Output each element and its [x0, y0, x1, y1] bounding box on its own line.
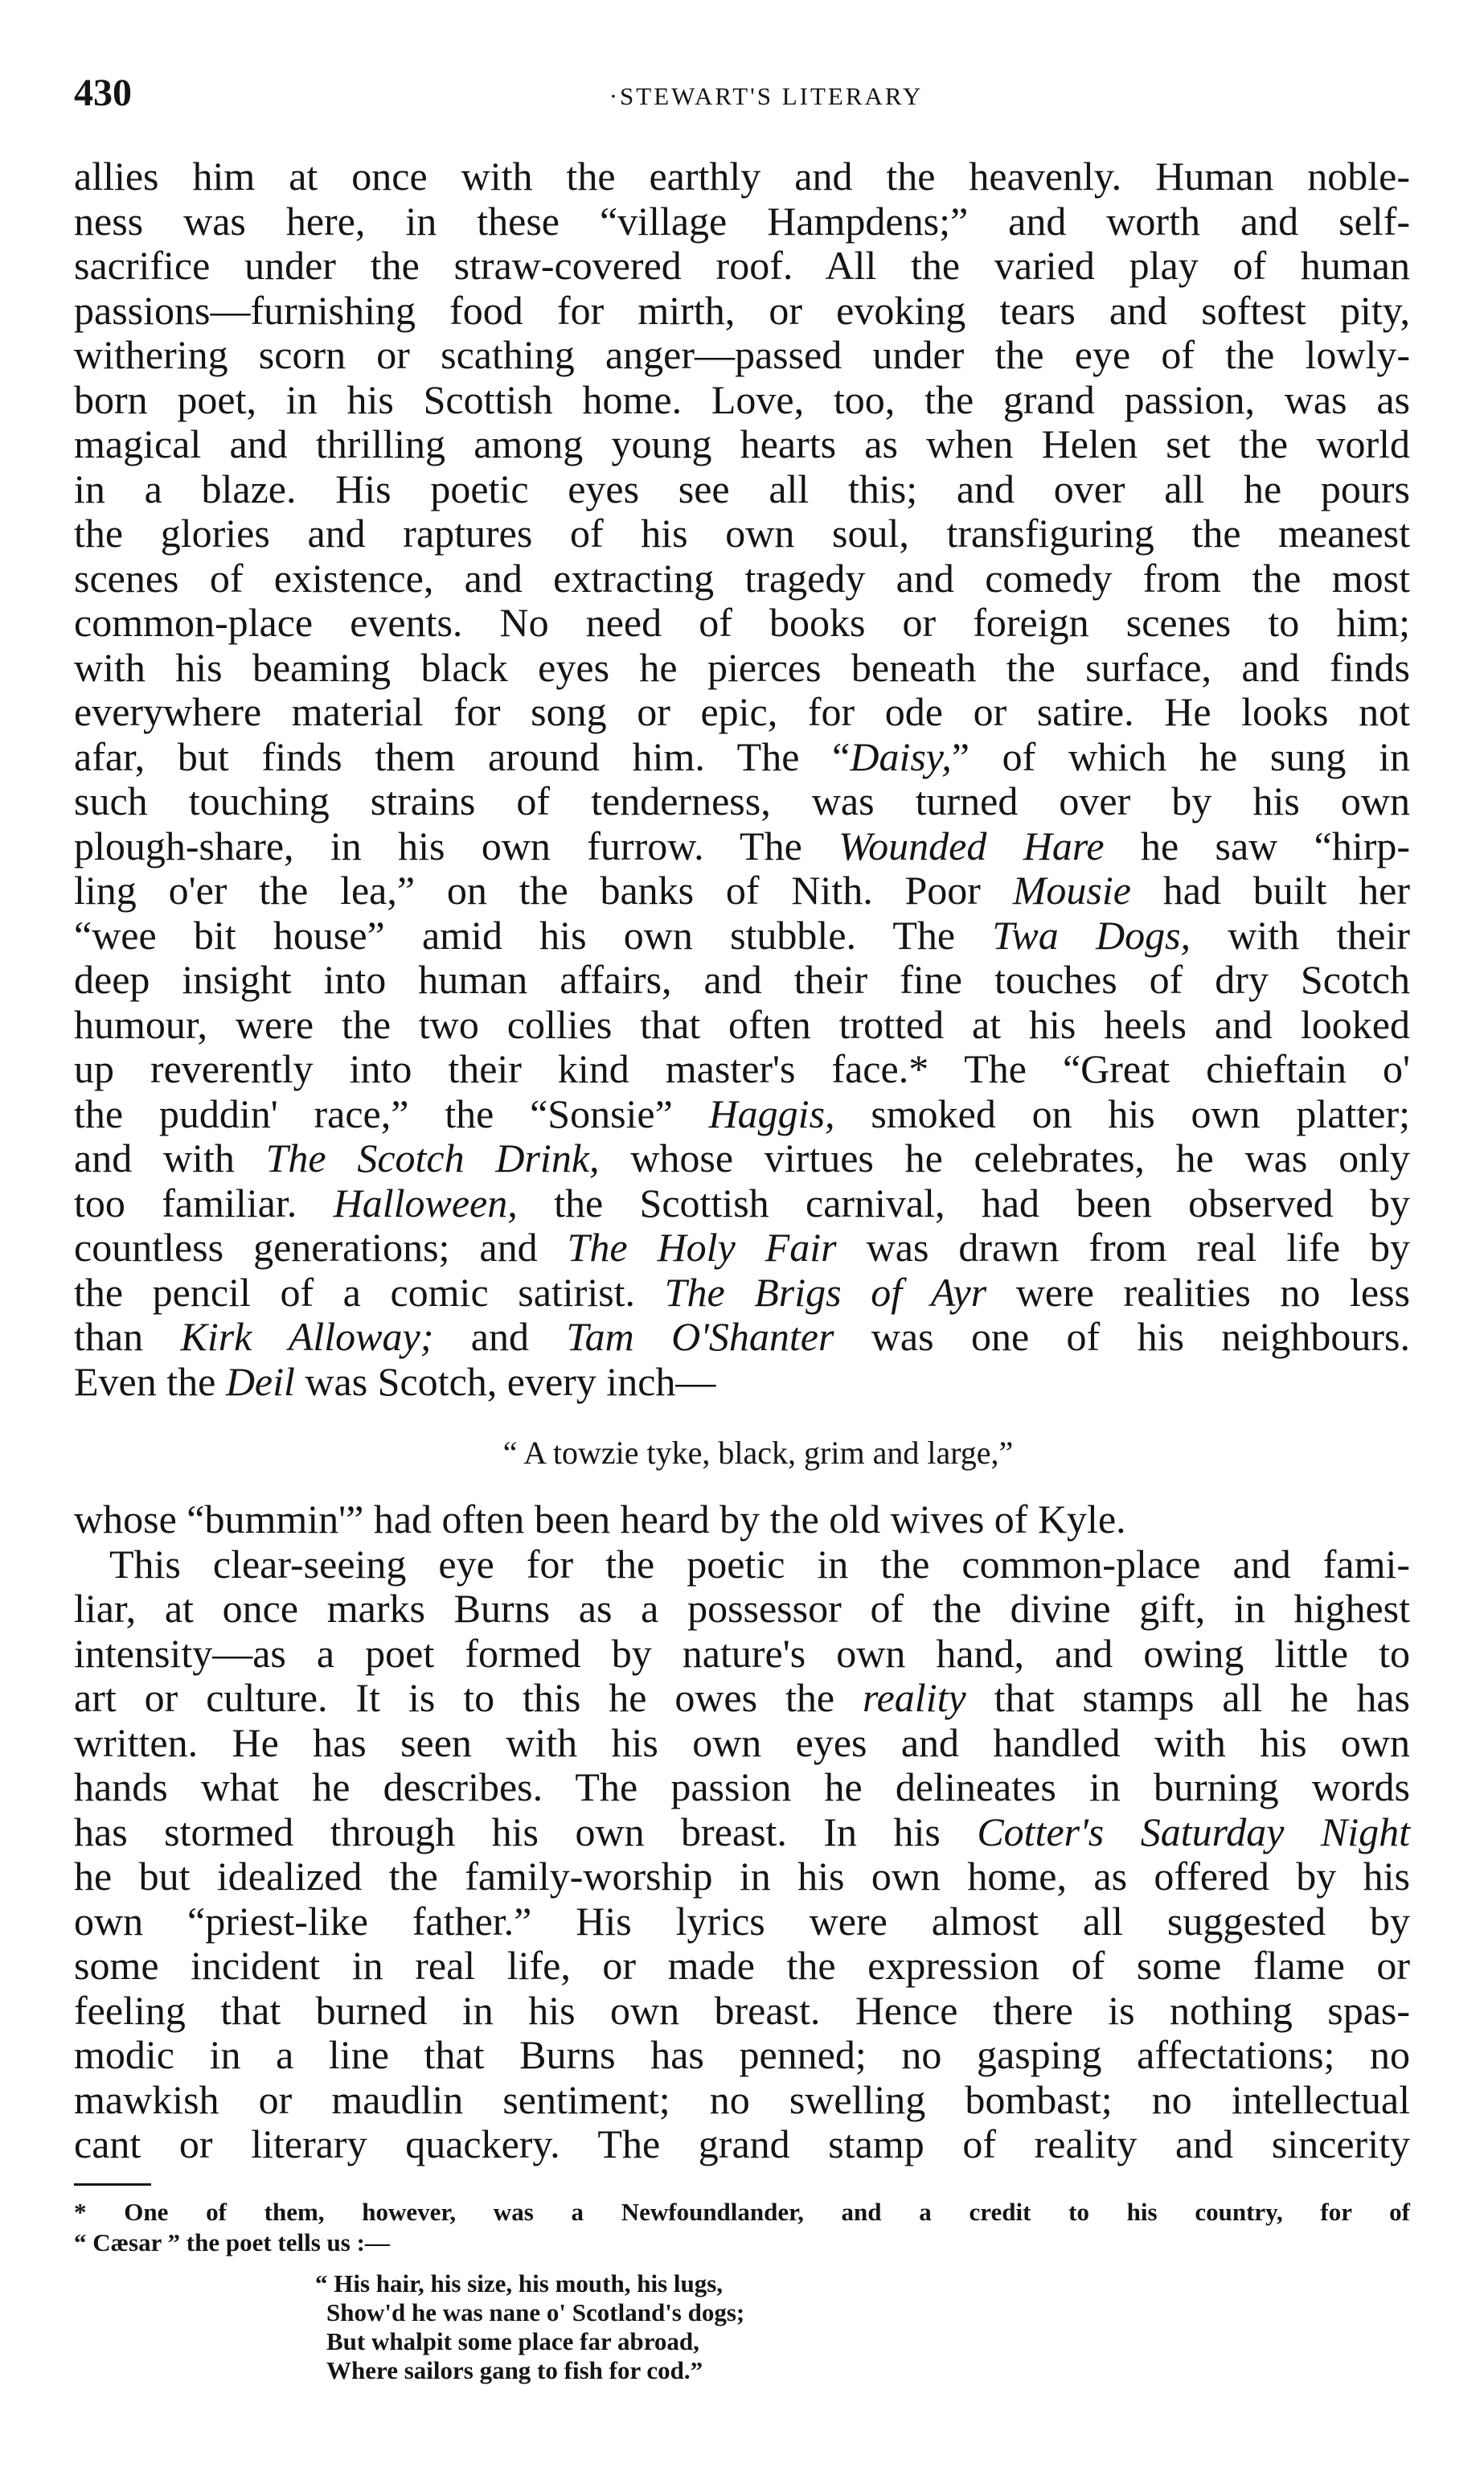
text-line: whose “bummin'” had often been heard by the old wives of Kyle.	[74, 1497, 1126, 1542]
text-line	[74, 1315, 1410, 1360]
page-number: 430	[74, 72, 132, 114]
text-run: ” of which he sung in	[951, 733, 1410, 779]
verse-line: Where sailors gang to fish for cod.”	[326, 2355, 703, 2384]
poem-title-scotch-drink: The Scotch Drink,	[265, 1135, 600, 1181]
poem-title-kirk-alloway: Kirk Alloway;	[180, 1314, 434, 1359]
text-line: everywhere material for song or epic, for ode or satire. He looks not	[74, 689, 1410, 734]
text-run: and with	[74, 1135, 266, 1181]
text-line: such touching strains of tenderness, was turned over by his own	[74, 778, 1410, 823]
text-line: This clear-seeing eye for the poetic in the common-place and fami-	[109, 1541, 1410, 1587]
text-line: the glories and raptures of his own soul, transfiguring the meanest	[74, 511, 1410, 556]
text-line: intensity—as a poet formed by nature's own hand, and owing little to	[74, 1630, 1410, 1676]
text-run: art or culture. It is to this he owes the	[74, 1675, 863, 1720]
verse-line: “ His hair, his size, his mouth, his lugs,	[315, 2269, 724, 2297]
poem-title-tam-oshanter: Tam O'Shanter	[566, 1314, 834, 1359]
text-run: the puddin' race,” the “Sonsie”	[74, 1090, 709, 1136]
footnote	[74, 2197, 1410, 2258]
text-line	[74, 1810, 1410, 1855]
text-run: and	[433, 1314, 567, 1359]
poem-title-cotters-saturday-night: Cotter's Saturday Night	[977, 1809, 1410, 1854]
text-run: was one of his neighbours.	[834, 1314, 1410, 1359]
text-line: humour, were the two collies that often trotted at his heels and looked	[74, 1001, 1410, 1047]
paragraph-1-continued	[74, 1497, 1410, 1542]
text-run: the pencil of a comic satirist.	[74, 1269, 665, 1315]
text-line: withering scorn or scathing anger—passed under the eye of the lowly-	[74, 332, 1410, 377]
footnote-verse	[315, 2269, 1410, 2385]
text-run: plough-share, in his own furrow. The	[74, 823, 839, 868]
running-head: ·STEWART'S LITERARY	[609, 82, 924, 110]
text-line	[74, 1360, 1410, 1405]
text-run: were realities no less	[986, 1269, 1410, 1315]
text-line: up reverently into their kind master's face.* The “Great chieftain o'	[74, 1046, 1410, 1091]
text-line	[74, 868, 1410, 914]
text-run: than	[74, 1314, 181, 1359]
poem-title-halloween: Halloween,	[333, 1180, 518, 1226]
poem-title-daisy: Daisy,	[850, 733, 952, 779]
text-line: passions—furnishing food for mirth, or evoking tears and softest pity,	[74, 287, 1410, 333]
poem-title-holy-fair: The Holy Fair	[567, 1225, 837, 1270]
poem-title-twa-dogs: Twa Dogs,	[992, 912, 1191, 958]
emphasis-reality: reality	[863, 1675, 966, 1720]
text-line	[74, 735, 1410, 780]
paragraph-2	[74, 1542, 1410, 2167]
paragraph-1	[74, 154, 1410, 1404]
book-page	[74, 71, 1410, 2385]
poem-title-mousie: Mousie	[1012, 868, 1131, 913]
text-line: born poet, in his Scottish home. Love, too, the grand passion, was as	[74, 376, 1410, 422]
text-line: magical and thrilling among young hearts as when Helen set the world	[74, 421, 1410, 466]
text-run: had built her	[1130, 868, 1410, 913]
text-run: he saw “hirp-	[1104, 823, 1411, 868]
footnote-rule	[74, 2183, 151, 2186]
poem-title-deil: Deil	[225, 1358, 295, 1404]
text-run: with their	[1191, 912, 1410, 958]
text-line: common-place events. No need of books or foreign scenes to him;	[74, 600, 1410, 645]
text-line	[74, 1271, 1410, 1316]
text-run: Even the	[74, 1358, 226, 1404]
poem-title-wounded-hare: Wounded Hare	[838, 823, 1105, 868]
text-line: sacrifice under the straw-covered roof. All the varied play of human	[74, 243, 1410, 288]
text-line: hands what he describes. The passion he delineates in burning words	[74, 1764, 1410, 1809]
text-line: mawkish or maudlin sentiment; no swelling bombast; no intellectual	[74, 2076, 1410, 2122]
block-quote: “ A towzie tyke, black, grim and large,”	[502, 1435, 1014, 1471]
text-line: scenes of existence, and extracting tragedy and comedy from the most	[74, 555, 1410, 601]
poem-title-brigs-of-ayr: The Brigs of Ayr	[664, 1269, 987, 1315]
text-run: that stamps all he has	[965, 1675, 1410, 1720]
text-run: “wee bit house” amid his own stubble. The	[74, 912, 993, 958]
text-run: ling o'er the lea,” on the banks of Nith. Poor	[74, 868, 1013, 913]
text-line: deep insight into human affairs, and their fine touches of dry Scotch	[74, 957, 1410, 1002]
verse-line: Show'd he was nane o' Scotland's dogs;	[326, 2297, 745, 2326]
text-line	[74, 914, 1410, 959]
text-line: some incident in real life, or made the expression of some flame or	[74, 1943, 1410, 1988]
text-line: feeling that burned in his own breast. Hence there is nothing spas-	[74, 1987, 1410, 2033]
text-run: the Scottish carnival, had been observed by	[517, 1180, 1410, 1226]
text-run: whose virtues he celebrates, he was only	[599, 1135, 1411, 1181]
text-run: has stormed through his own breast. In his	[74, 1809, 978, 1854]
text-line: modic in a line that Burns has penned; no gasping affectations; no	[74, 2032, 1410, 2077]
text-line	[74, 824, 1410, 869]
page-header	[74, 71, 1410, 122]
text-line	[74, 1092, 1410, 1137]
text-run: afar, but finds them around him. The “	[74, 733, 851, 779]
text-run: too familiar.	[74, 1180, 334, 1226]
text-line: he but idealized the family-worship in his own home, as offered by his	[74, 1854, 1410, 1899]
footnote-line: “ Cæsar ” the poet tells us :—	[74, 2228, 390, 2256]
text-line: own “priest-like father.” His lyrics were almost all suggested by	[74, 1898, 1410, 1944]
text-run: countless generations; and	[74, 1225, 568, 1270]
text-line: written. He has seen with his own eyes and handled with his own	[74, 1719, 1410, 1765]
text-run: smoked on his own platter;	[834, 1090, 1410, 1136]
verse-line: But whalpit some place far abroad,	[326, 2326, 699, 2355]
text-line: in a blaze. His poetic eyes see all this; and over all he pours	[74, 466, 1410, 511]
text-line	[74, 1181, 1410, 1226]
text-run: was drawn from real life by	[836, 1225, 1411, 1270]
text-line	[74, 1676, 1410, 1721]
text-line: with his beaming black eyes he pierces beneath the surface, and finds	[74, 644, 1410, 690]
text-line	[74, 1136, 1410, 1181]
text-line: liar, at once marks Burns as a possessor of the divine gift, in highest	[74, 1586, 1410, 1631]
footnote-line: * One of them, however, was a Newfoundlander, and a credit to his country, for of	[74, 2197, 1410, 2226]
poem-title-haggis: Haggis,	[708, 1090, 835, 1136]
text-line: ness was here, in these “village Hampdens;” and worth and self-	[74, 198, 1410, 244]
text-line	[74, 1226, 1410, 1271]
text-run: was Scotch, every inch—	[294, 1358, 716, 1404]
text-line: cant or literary quackery. The grand stamp of reality and sincerity	[74, 2121, 1410, 2166]
text-line: allies him at once with the earthly and the heavenly. Human noble-	[74, 154, 1410, 199]
